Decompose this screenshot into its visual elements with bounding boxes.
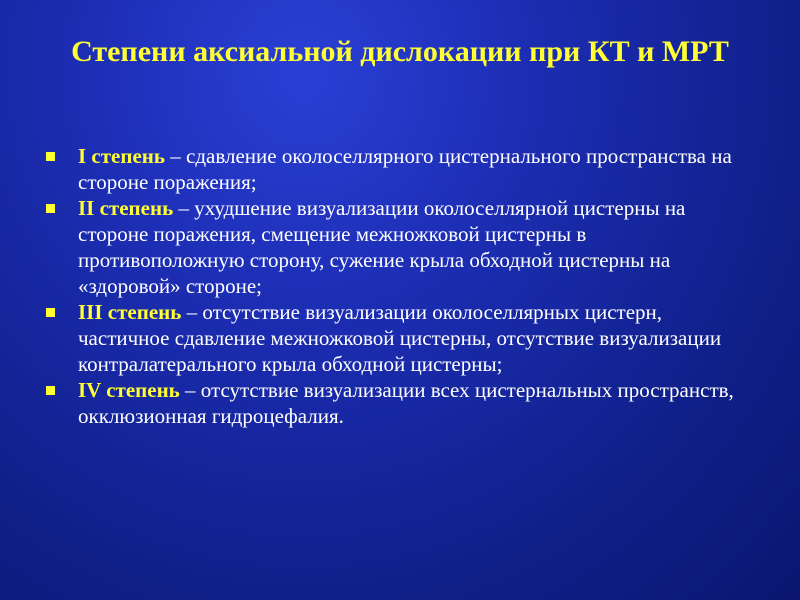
- square-bullet-icon: [46, 308, 55, 317]
- bullet-term: II степень: [78, 196, 174, 220]
- square-bullet-icon: [46, 152, 55, 161]
- bullet-term: III степень: [78, 300, 182, 324]
- bullet-text: – отсутствие визуализации околоселлярных цистерн, частичное сдавление межножковой цистерны, отсутствие визуализации контралатерального крыла обходной цистерны;: [78, 300, 722, 376]
- square-bullet-icon: [46, 386, 55, 395]
- bullet-text: – ухудшение визуализации околоселлярной цистерны на стороне поражения, смещение межножковой цистерны в противоположную сторону, сужение крыла обходной цистерны на «здоровой» стороне;: [78, 196, 686, 298]
- bullet-text: – отсутствие визуализации всех цистернальных пространств, окклюзионная гидроцефалия.: [78, 378, 734, 428]
- bullet-item-1: [44, 143, 744, 195]
- slide-title: Степени аксиальной дислокации при КТ и МРТ: [71, 35, 729, 68]
- bullet-text: – сдавление околоселлярного цистернального пространства на стороне поражения;: [78, 144, 732, 194]
- square-bullet-icon: [46, 204, 55, 213]
- bullet-item-4: [44, 377, 744, 429]
- bullet-list: [44, 143, 744, 429]
- bullet-term: I степень: [78, 144, 166, 168]
- bullet-item-3: [44, 299, 744, 377]
- bullet-item-2: [44, 195, 744, 299]
- bullet-term: IV степень: [78, 378, 180, 402]
